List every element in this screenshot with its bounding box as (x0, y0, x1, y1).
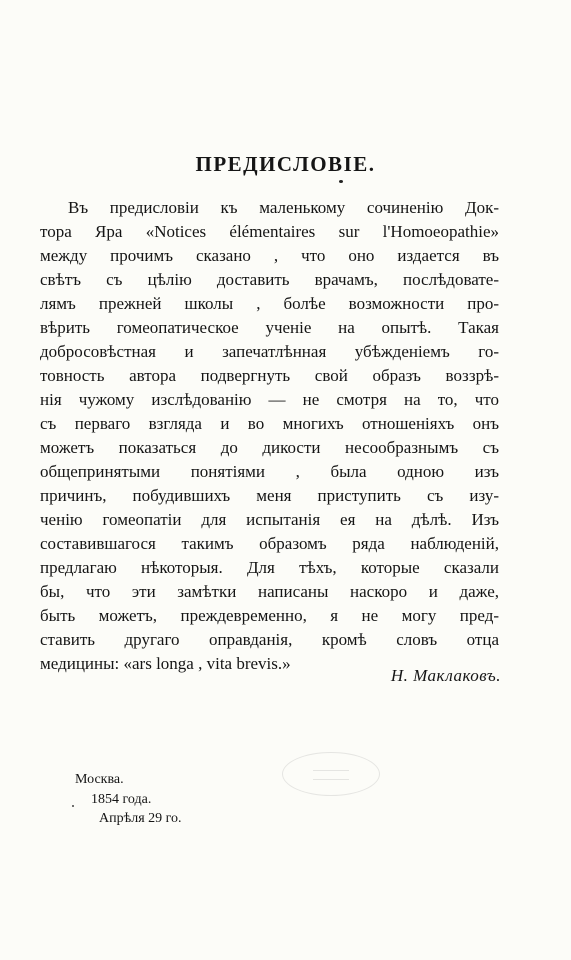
text-line: причинъ, побудившихъ меня приступить съ изу- (40, 486, 499, 505)
text-line: составившагося такимъ образомъ ряда наблюденій, (40, 534, 499, 553)
stamp-mark (313, 770, 349, 780)
text-line: съ перваго взгляда и во многихъ отношеніяхъ онъ (40, 414, 499, 433)
text-line: нія чужому изслѣдованію — не смотря на то, что (40, 390, 499, 409)
page-title: ПРЕДИСЛОВІЕ. (195, 152, 376, 176)
text-line: предлагаю нѣкоторыя. Для тѣхъ, которые сказали (40, 558, 499, 577)
text-line: свѣтъ съ цѣлію доставить врачамъ, послѣдовате- (40, 270, 499, 289)
year-line: 1854 года. (91, 792, 152, 807)
ink-speck (72, 805, 74, 807)
date-line: Апрѣля 29 го. (99, 811, 182, 826)
place-line: Москва. (75, 772, 124, 787)
text-line: бы, что эти замѣтки написаны наскоро и даже, (40, 582, 499, 601)
author-signature: Н. Маклаковъ. (390, 666, 501, 685)
text-line: ченію гомеопатіи для испытанія ея на дѣлѣ. Изъ (40, 510, 499, 529)
text-line: можетъ показаться до дикости несообразнымъ съ (40, 438, 499, 457)
text-line: товность автора подвергнуть свой образъ воззрѣ- (40, 366, 499, 385)
ink-dot (339, 180, 343, 183)
text-line: медицины: «ars longa , vita brevis.» (40, 654, 291, 673)
text-line: лямъ прежней школы , болѣе возможности про- (40, 294, 499, 313)
text-line: тора Яра «Notices élémentaires sur l'Homoeopathie» (40, 222, 499, 241)
text-line: между прочимъ сказано , что оно издается въ (40, 246, 499, 265)
text-line: вѣрить гомеопатическое ученіе на опытѣ. Такая (40, 318, 499, 337)
text-line: Въ предисловіи къ маленькому сочиненію Док- (68, 198, 499, 217)
text-line: ставить другаго оправданія, кромѣ словъ отца (40, 630, 499, 649)
text-line: добросовѣстная и запечатлѣнная убѣжденіемъ го- (40, 342, 499, 361)
faded-library-stamp (282, 752, 380, 796)
text-line: быть можетъ, преждевременно, я не могу пред- (40, 606, 499, 625)
text-line: общепринятыми понятіями , была одною изъ (40, 462, 499, 481)
